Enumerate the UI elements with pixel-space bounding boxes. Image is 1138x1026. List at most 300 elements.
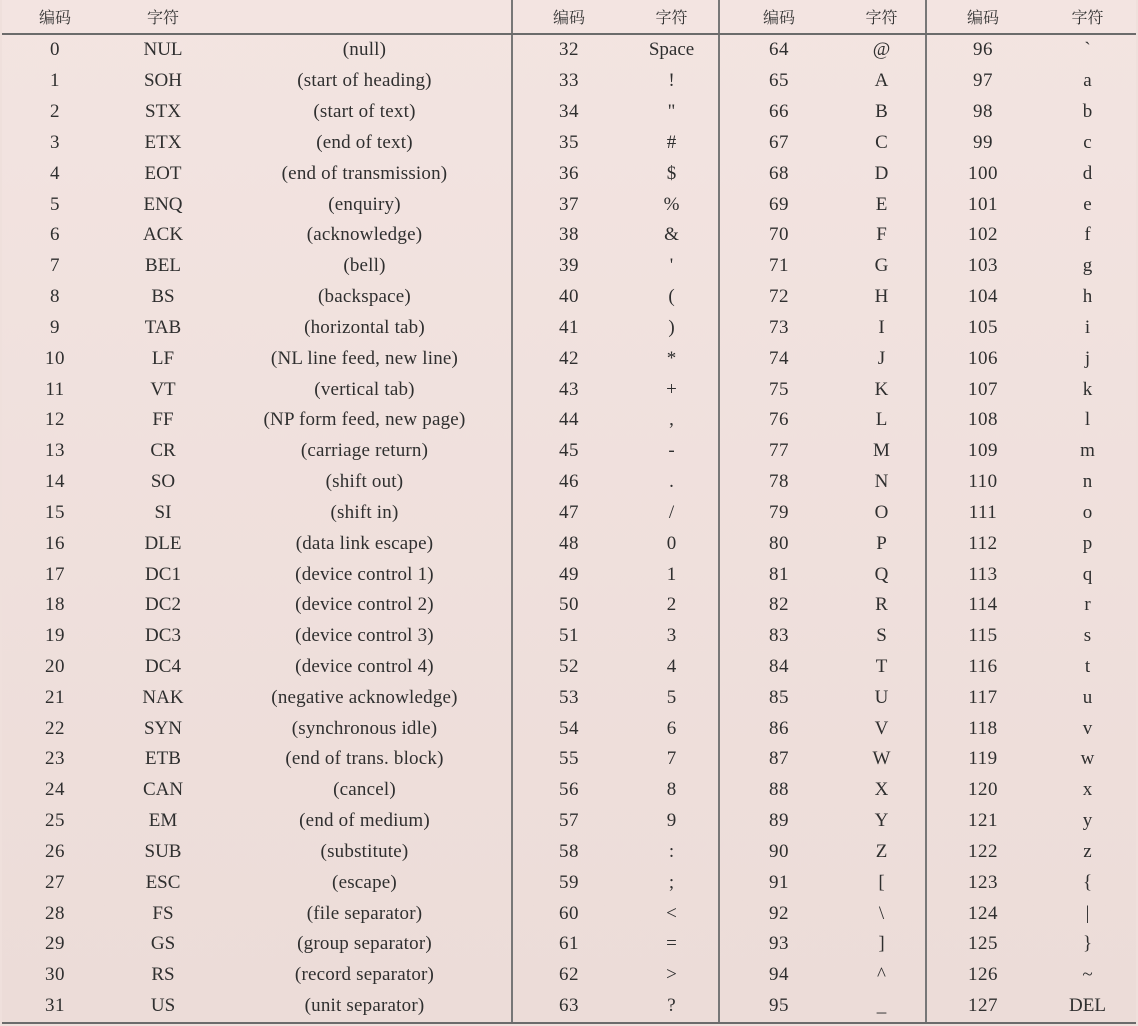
char-64-95: [ xyxy=(838,867,926,898)
code-96-127: 127 xyxy=(926,991,1039,1023)
control-code: 1 xyxy=(50,70,60,92)
control-desc: (device control 2) xyxy=(218,590,512,621)
control-desc: (data link escape) xyxy=(218,528,512,559)
table-row xyxy=(2,497,1136,528)
table-row xyxy=(2,405,1136,436)
header-code-1: 编码 xyxy=(2,0,108,34)
code-64-95: 72 xyxy=(769,286,789,308)
char-96-127: l xyxy=(1084,409,1091,431)
control-code: 17 xyxy=(45,563,65,585)
code-64-95: 86 xyxy=(769,717,789,739)
control-code: 13 xyxy=(45,440,65,462)
char-64-95: _ xyxy=(838,991,926,1023)
char-64-95: G xyxy=(838,251,926,282)
control-code: 18 xyxy=(45,594,65,616)
control-desc: (acknowledge) xyxy=(218,220,512,251)
char-96-127: j xyxy=(1084,347,1091,369)
control-abbr: ESC xyxy=(145,871,181,893)
table-row xyxy=(2,775,1136,806)
char-96-127: v xyxy=(1082,717,1093,739)
ascii-code-table xyxy=(2,0,1136,1024)
table-row xyxy=(2,929,1136,960)
control-abbr: DC3 xyxy=(145,625,181,647)
code-64-95: 80 xyxy=(769,532,789,554)
char-64-95: H xyxy=(838,282,926,313)
code-32-63: 51 xyxy=(559,625,579,647)
table-row xyxy=(2,220,1136,251)
char-32-63: % xyxy=(625,189,719,220)
char-64-95: Z xyxy=(838,837,926,868)
char-32-63: + xyxy=(625,374,719,405)
code-96-127: 105 xyxy=(968,316,998,338)
code-64-95: 81 xyxy=(769,563,789,585)
header-char-4: 字符 xyxy=(1039,0,1136,34)
control-code: 26 xyxy=(45,840,65,862)
char-32-63: ; xyxy=(625,867,719,898)
code-96-127: 99 xyxy=(973,131,993,153)
control-abbr: BS xyxy=(151,286,175,308)
control-abbr: ETB xyxy=(145,748,181,770)
control-desc: (vertical tab) xyxy=(218,374,512,405)
code-32-63: 35 xyxy=(559,131,579,153)
control-abbr: SOH xyxy=(143,70,182,92)
table-row xyxy=(2,158,1136,189)
table-row xyxy=(2,189,1136,220)
char-32-63: < xyxy=(625,898,719,929)
char-64-95: V xyxy=(838,713,926,744)
header-char-1: 字符 xyxy=(108,0,218,34)
control-code: 9 xyxy=(50,316,60,338)
control-code: 28 xyxy=(45,902,65,924)
char-32-63: , xyxy=(625,405,719,436)
char-32-63: 6 xyxy=(625,713,719,744)
control-desc: (end of transmission) xyxy=(218,158,512,189)
control-desc: (record separator) xyxy=(218,960,512,991)
code-96-127: 123 xyxy=(968,871,998,893)
code-96-127: 114 xyxy=(968,594,998,616)
control-abbr: SO xyxy=(150,471,176,493)
control-abbr: DLE xyxy=(144,532,182,554)
char-32-63: $ xyxy=(625,158,719,189)
control-abbr: GS xyxy=(150,933,176,955)
code-64-95: 92 xyxy=(769,902,789,924)
code-64-95: 77 xyxy=(769,440,789,462)
table-row xyxy=(2,806,1136,837)
code-64-95: 89 xyxy=(769,810,789,832)
control-abbr: SI xyxy=(154,501,172,523)
char-64-95: O xyxy=(838,497,926,528)
char-64-95: I xyxy=(838,312,926,343)
char-32-63: ! xyxy=(625,66,719,97)
code-64-95: 82 xyxy=(769,594,789,616)
control-code: 21 xyxy=(45,686,65,708)
char-32-63: # xyxy=(625,128,719,159)
char-96-127: c xyxy=(1083,131,1092,153)
code-32-63: 37 xyxy=(559,193,579,215)
table-row xyxy=(2,282,1136,313)
code-64-95: 75 xyxy=(769,378,789,400)
char-64-95: ] xyxy=(838,929,926,960)
control-abbr: DC4 xyxy=(145,655,181,677)
char-96-127: r xyxy=(1084,594,1091,616)
char-64-95: S xyxy=(838,621,926,652)
char-64-95: P xyxy=(838,528,926,559)
code-32-63: 36 xyxy=(559,162,579,184)
char-32-63: 4 xyxy=(625,652,719,683)
char-96-127: { xyxy=(1082,871,1093,893)
code-96-127: 103 xyxy=(968,255,998,277)
char-32-63: 2 xyxy=(625,590,719,621)
code-64-95: 73 xyxy=(769,316,789,338)
code-64-95: 76 xyxy=(769,409,789,431)
code-96-127: 98 xyxy=(973,101,993,123)
char-96-127: i xyxy=(1084,316,1091,338)
code-32-63: 45 xyxy=(559,440,579,462)
code-96-127: 121 xyxy=(968,810,998,832)
char-96-127: o xyxy=(1082,501,1093,523)
char-96-127: p xyxy=(1082,532,1093,554)
char-64-95: E xyxy=(838,189,926,220)
code-32-63: 57 xyxy=(559,810,579,832)
char-32-63: 8 xyxy=(625,775,719,806)
char-64-95: ^ xyxy=(838,960,926,991)
char-64-95: \ xyxy=(838,898,926,929)
control-abbr: TAB xyxy=(144,316,182,338)
control-desc: (unit separator) xyxy=(218,991,512,1023)
control-abbr: US xyxy=(108,991,218,1023)
control-desc: (device control 4) xyxy=(218,652,512,683)
table-row xyxy=(2,590,1136,621)
control-desc: (end of text) xyxy=(218,128,512,159)
code-32-63: 43 xyxy=(559,378,579,400)
control-abbr: ETX xyxy=(144,131,182,153)
char-96-127: g xyxy=(1082,255,1093,277)
code-64-95: 70 xyxy=(769,224,789,246)
code-32-63: 52 xyxy=(559,655,579,677)
control-desc: (end of trans. block) xyxy=(218,744,512,775)
table-row xyxy=(2,898,1136,929)
control-abbr: NAK xyxy=(142,686,184,708)
char-64-95: W xyxy=(838,744,926,775)
code-32-63: 39 xyxy=(559,255,579,277)
control-code: 24 xyxy=(45,779,65,801)
control-code: 31 xyxy=(2,991,108,1023)
control-desc: (carriage return) xyxy=(218,436,512,467)
table-row xyxy=(2,312,1136,343)
control-abbr: FS xyxy=(152,902,174,924)
code-96-127: 122 xyxy=(968,840,998,862)
control-desc: (start of text) xyxy=(218,97,512,128)
code-64-95: 64 xyxy=(769,39,789,61)
control-code: 14 xyxy=(45,471,65,493)
control-abbr: EOT xyxy=(144,162,182,184)
code-96-127: 113 xyxy=(968,563,998,585)
control-code: 23 xyxy=(45,748,65,770)
table-row xyxy=(2,744,1136,775)
code-64-95: 71 xyxy=(769,255,789,277)
code-32-63: 42 xyxy=(559,347,579,369)
control-desc: (horizontal tab) xyxy=(218,312,512,343)
header-code-4: 编码 xyxy=(926,0,1039,34)
code-32-63: 32 xyxy=(559,39,579,61)
control-code: 0 xyxy=(50,39,60,61)
char-96-127: d xyxy=(1082,162,1093,184)
code-32-63: 46 xyxy=(559,471,579,493)
code-64-95: 68 xyxy=(769,162,789,184)
table-row xyxy=(2,34,1136,66)
table-row xyxy=(2,374,1136,405)
char-96-127: DEL xyxy=(1039,991,1136,1023)
table-row xyxy=(2,682,1136,713)
code-64-95: 90 xyxy=(769,840,789,862)
char-32-63: - xyxy=(625,436,719,467)
code-96-127: 115 xyxy=(968,625,998,647)
control-abbr: LF xyxy=(151,347,175,369)
code-64-95: 79 xyxy=(769,501,789,523)
code-96-127: 126 xyxy=(968,964,998,986)
char-64-95: Y xyxy=(838,806,926,837)
control-code: 25 xyxy=(45,810,65,832)
control-code: 20 xyxy=(45,655,65,677)
char-64-95: F xyxy=(838,220,926,251)
control-abbr: ENQ xyxy=(143,193,183,215)
code-96-127: 111 xyxy=(968,501,998,523)
code-64-95: 69 xyxy=(769,193,789,215)
code-32-63: 49 xyxy=(559,563,579,585)
char-64-95: B xyxy=(838,97,926,128)
control-desc: (substitute) xyxy=(218,837,512,868)
control-desc: (NP form feed, new page) xyxy=(218,405,512,436)
control-code: 15 xyxy=(45,501,65,523)
control-abbr: SYN xyxy=(143,717,182,739)
control-abbr: VT xyxy=(150,378,176,400)
code-32-63: 55 xyxy=(559,748,579,770)
char-96-127: | xyxy=(1085,902,1090,924)
control-code: 7 xyxy=(50,255,60,277)
control-code: 12 xyxy=(45,409,65,431)
table-row xyxy=(2,621,1136,652)
char-96-127: f xyxy=(1084,224,1091,246)
code-32-63: 59 xyxy=(559,871,579,893)
table-row xyxy=(2,528,1136,559)
control-desc: (cancel) xyxy=(218,775,512,806)
code-64-95: 88 xyxy=(769,779,789,801)
control-code: 2 xyxy=(50,101,60,123)
control-abbr: NUL xyxy=(143,39,183,61)
control-abbr: RS xyxy=(151,964,175,986)
char-32-63: > xyxy=(625,960,719,991)
code-32-63: 33 xyxy=(559,70,579,92)
char-32-63: 0 xyxy=(625,528,719,559)
table-row xyxy=(2,467,1136,498)
code-96-127: 118 xyxy=(968,717,998,739)
code-64-95: 93 xyxy=(769,933,789,955)
char-96-127: k xyxy=(1082,378,1093,400)
code-64-95: 91 xyxy=(769,871,789,893)
char-96-127: w xyxy=(1080,748,1095,770)
code-96-127: 104 xyxy=(968,286,998,308)
char-32-63: & xyxy=(625,220,719,251)
code-96-127: 107 xyxy=(968,378,998,400)
char-96-127: m xyxy=(1080,440,1095,462)
code-96-127: 110 xyxy=(968,471,998,493)
code-64-95: 84 xyxy=(769,655,789,677)
control-code: 27 xyxy=(45,871,65,893)
control-code: 8 xyxy=(50,286,60,308)
code-96-127: 112 xyxy=(968,532,998,554)
code-32-63: 58 xyxy=(559,840,579,862)
control-code: 4 xyxy=(50,162,60,184)
code-96-127: 101 xyxy=(968,193,998,215)
table-row xyxy=(2,97,1136,128)
code-64-95: 78 xyxy=(769,471,789,493)
control-desc: (end of medium) xyxy=(218,806,512,837)
char-32-63: . xyxy=(625,467,719,498)
code-32-63: 62 xyxy=(559,964,579,986)
char-96-127: z xyxy=(1083,840,1092,862)
control-desc: (NL line feed, new line) xyxy=(218,343,512,374)
char-32-63: * xyxy=(625,343,719,374)
code-32-63: 50 xyxy=(559,594,579,616)
char-96-127: t xyxy=(1084,655,1091,677)
control-desc: (device control 1) xyxy=(218,559,512,590)
header-code-2: 编码 xyxy=(512,0,625,34)
code-96-127: 97 xyxy=(973,70,993,92)
char-32-63: ' xyxy=(625,251,719,282)
control-code: 19 xyxy=(45,625,65,647)
char-32-63: " xyxy=(625,97,719,128)
control-desc: (start of heading) xyxy=(218,66,512,97)
table-body xyxy=(2,34,1136,1023)
code-96-127: 125 xyxy=(968,933,998,955)
char-64-95: T xyxy=(838,652,926,683)
code-96-127: 96 xyxy=(973,39,993,61)
control-code: 30 xyxy=(45,964,65,986)
char-96-127: u xyxy=(1082,686,1093,708)
char-64-95: M xyxy=(838,436,926,467)
char-64-95: D xyxy=(838,158,926,189)
table-row xyxy=(2,991,1136,1023)
control-abbr: FF xyxy=(152,409,174,431)
control-abbr: DC1 xyxy=(145,563,181,585)
code-32-63: 44 xyxy=(559,409,579,431)
control-desc: (shift in) xyxy=(218,497,512,528)
code-64-95: 66 xyxy=(769,101,789,123)
char-96-127: ` xyxy=(1084,39,1091,61)
control-abbr: STX xyxy=(145,101,181,123)
char-64-95: U xyxy=(838,682,926,713)
code-96-127: 106 xyxy=(968,347,998,369)
char-64-95: L xyxy=(838,405,926,436)
code-96-127: 109 xyxy=(968,440,998,462)
control-desc: (file separator) xyxy=(218,898,512,929)
control-code: 16 xyxy=(45,532,65,554)
table-row xyxy=(2,128,1136,159)
code-32-63: 48 xyxy=(559,532,579,554)
char-32-63: ) xyxy=(625,312,719,343)
char-32-63: = xyxy=(625,929,719,960)
code-64-95: 95 xyxy=(719,991,838,1023)
code-96-127: 117 xyxy=(968,686,998,708)
code-32-63: 40 xyxy=(559,286,579,308)
header-char-3: 字符 xyxy=(838,0,926,34)
control-desc: (shift out) xyxy=(218,467,512,498)
char-64-95: A xyxy=(838,66,926,97)
code-32-63: 41 xyxy=(559,316,579,338)
code-96-127: 102 xyxy=(968,224,998,246)
code-96-127: 116 xyxy=(968,655,998,677)
table-row xyxy=(2,867,1136,898)
code-96-127: 100 xyxy=(968,162,998,184)
control-abbr: BEL xyxy=(145,255,181,277)
char-96-127: } xyxy=(1082,933,1093,955)
control-desc: (enquiry) xyxy=(218,189,512,220)
header-char-2: 字符 xyxy=(625,0,719,34)
control-desc: (group separator) xyxy=(218,929,512,960)
char-96-127: q xyxy=(1082,563,1093,585)
code-32-63: 53 xyxy=(559,686,579,708)
control-code: 3 xyxy=(50,131,60,153)
code-32-63: 60 xyxy=(559,902,579,924)
control-code: 22 xyxy=(45,717,65,739)
code-64-95: 87 xyxy=(769,748,789,770)
control-abbr: EM xyxy=(148,810,178,832)
char-64-95: C xyxy=(838,128,926,159)
control-abbr: ACK xyxy=(142,224,184,246)
table-row xyxy=(2,559,1136,590)
code-96-127: 120 xyxy=(968,779,998,801)
control-desc: (null) xyxy=(218,34,512,66)
char-96-127: y xyxy=(1082,810,1093,832)
control-code: 5 xyxy=(50,193,60,215)
table-row xyxy=(2,436,1136,467)
code-32-63: 34 xyxy=(559,101,579,123)
code-96-127: 119 xyxy=(968,748,998,770)
table-header-row xyxy=(2,0,1136,34)
char-64-95: J xyxy=(838,343,926,374)
char-32-63: ( xyxy=(625,282,719,313)
char-64-95: Q xyxy=(838,559,926,590)
char-32-63: ? xyxy=(625,991,719,1023)
table-row xyxy=(2,652,1136,683)
code-96-127: 108 xyxy=(968,409,998,431)
char-96-127: ~ xyxy=(1082,964,1093,986)
control-code: 29 xyxy=(45,933,65,955)
control-desc: (negative acknowledge) xyxy=(218,682,512,713)
char-64-95: N xyxy=(838,467,926,498)
char-64-95: K xyxy=(838,374,926,405)
code-32-63: 63 xyxy=(512,991,625,1023)
code-32-63: 56 xyxy=(559,779,579,801)
control-abbr: SUB xyxy=(144,840,182,862)
char-64-95: R xyxy=(838,590,926,621)
code-64-95: 74 xyxy=(769,347,789,369)
char-32-63: / xyxy=(625,497,719,528)
table-row xyxy=(2,960,1136,991)
code-32-63: 38 xyxy=(559,224,579,246)
code-64-95: 94 xyxy=(769,964,789,986)
char-32-63: : xyxy=(625,837,719,868)
control-desc: (device control 3) xyxy=(218,621,512,652)
char-32-63: 7 xyxy=(625,744,719,775)
char-96-127: s xyxy=(1083,625,1092,647)
table-row xyxy=(2,343,1136,374)
char-96-127: e xyxy=(1083,193,1092,215)
char-64-95: @ xyxy=(838,34,926,66)
control-code: 10 xyxy=(45,347,65,369)
char-32-63: 3 xyxy=(625,621,719,652)
char-96-127: a xyxy=(1083,70,1092,92)
